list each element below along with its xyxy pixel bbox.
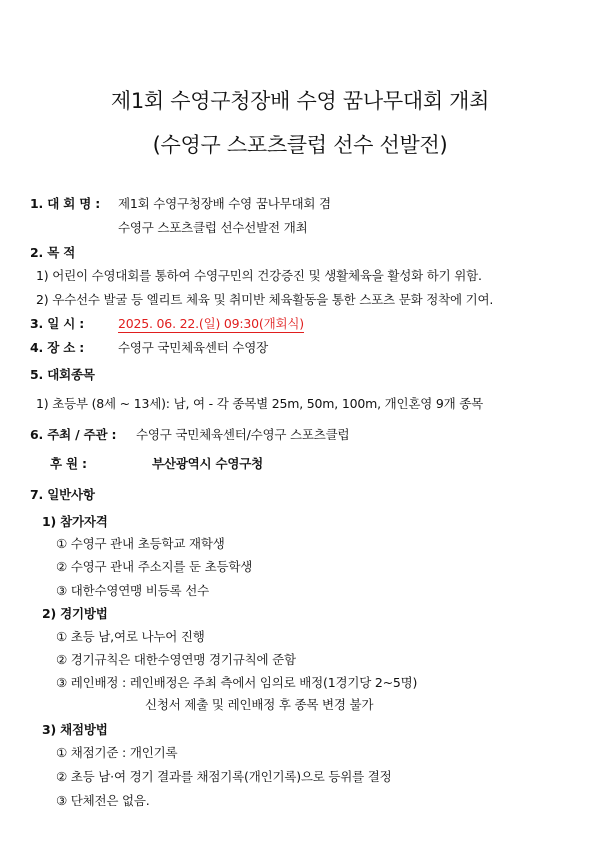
method-heading: 2) 경기방법 [42,606,108,621]
section-3-label: 3. 일 시 : [30,316,85,331]
eligibility-item-1: ① 수영구 관내 초등학교 재학생 [56,536,225,551]
venue-value: 수영구 국민체육센터 수영장 [118,340,269,355]
sponsor-value: 부산광역시 수영구청 [152,456,264,471]
purpose-item-1: 1) 어린이 수영대회를 통하여 수영구민의 건강증진 및 생활체육을 활성화 하기 위함. [36,268,482,283]
scoring-item-2: ② 초등 남·여 경기 결과를 채점기록(개인기록)으로 등위를 결정 [56,769,392,784]
section-1-label: 1. 대 회 명 : [30,196,101,211]
scoring-item-3: ③ 단체전은 없음. [56,793,150,808]
section-4-label: 4. 장 소 : [30,340,85,355]
event-datetime [118,316,304,332]
event-datetime-text: 2025. 06. 22.(일) 09:30(개회식) [118,316,304,331]
scoring-heading: 3) 채점방법 [42,722,108,737]
organizer-value: 수영구 국민체육센터/수영구 스포츠클럽 [136,427,350,442]
sponsor-label: 후 원 : [50,456,87,471]
method-item-3: ③ 레인배정 : 레인배정은 주최 측에서 임의로 배정(1경기당 2~5명) [56,675,418,690]
scoring-item-1: ① 채점기준 : 개인기록 [56,745,178,760]
method-item-2: ② 경기규칙은 대한수영연맹 경기규칙에 준함 [56,652,296,667]
section-2-label: 2. 목 적 [30,245,76,260]
section-5-label: 5. 대회종목 [30,367,95,382]
section-7-label: 7. 일반사항 [30,487,95,502]
event-name-line-2: 수영구 스포츠클럽 선수선발전 개최 [118,220,308,235]
document-subtitle: (수영구 스포츠클럽 선수 선발전) [152,133,448,157]
eligibility-item-3: ③ 대한수영연맹 비등록 선수 [56,583,209,598]
method-item-1: ① 초등 남,여로 나누어 진행 [56,629,205,644]
purpose-item-2: 2) 우수선수 발굴 등 엘리트 체육 및 취미반 체육활동을 통한 스포츠 문화 정착에 기여. [36,292,494,307]
method-item-3-note: 신청서 제출 및 레인배정 후 종목 변경 불가 [145,697,374,712]
event-name-line-1: 제1회 수영구청장배 수영 꿈나무대회 겸 [118,196,331,211]
eligibility-item-2: ② 수영구 관내 주소지를 둔 초등학생 [56,559,253,574]
events-item-1: 1) 초등부 (8세 ~ 13세): 남, 여 - 각 종목별 25m, 50m, 100m, 개인혼영 9개 종목 [36,396,484,411]
section-6-label: 6. 주최 / 주관 : [30,427,117,442]
eligibility-heading: 1) 참가자격 [42,514,108,529]
document-title: 제1회 수영구청장배 수영 꿈나무대회 개최 [110,89,490,113]
